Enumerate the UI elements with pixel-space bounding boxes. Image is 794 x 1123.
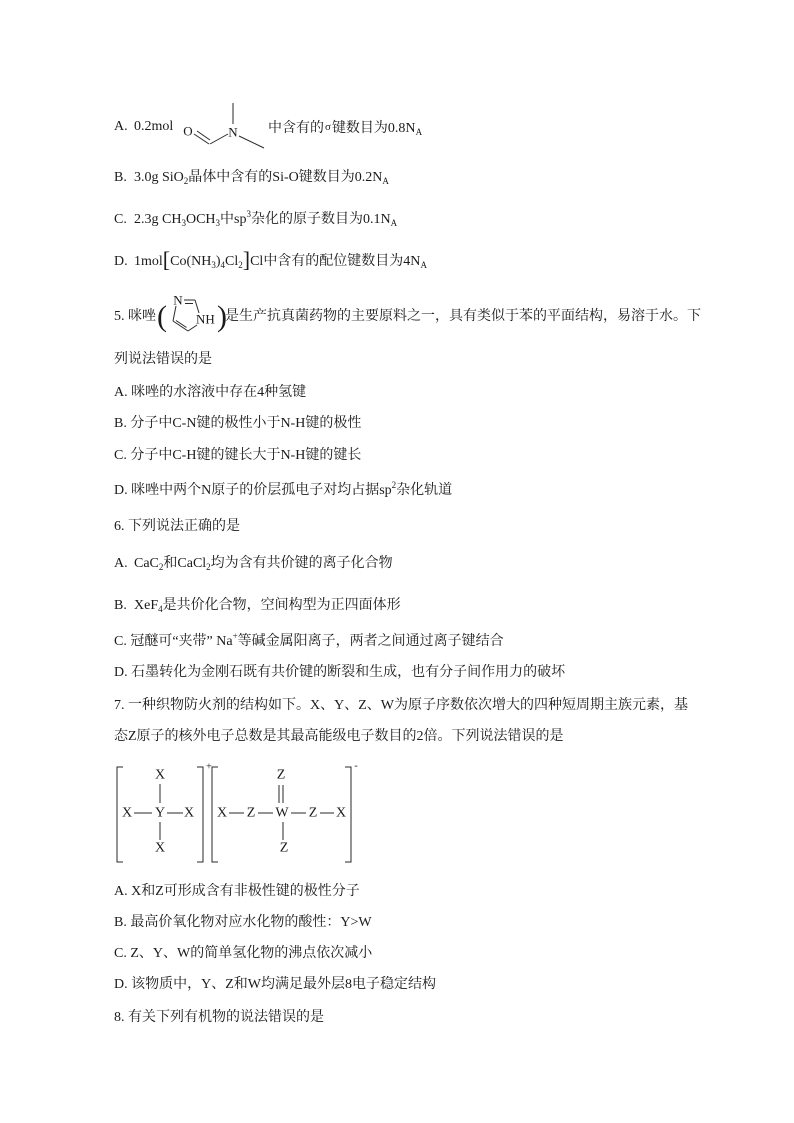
q6-option-d: D. 石墨转化为金刚石既有共价键的断裂和生成，也有分子间作用力的破坏: [114, 665, 566, 680]
option-label: A.: [114, 119, 128, 134]
atom-label: X: [154, 840, 166, 856]
amount: 1mol: [134, 254, 163, 269]
q8-stem: 8. 有关下列有机物的说法错误的是: [114, 1010, 324, 1025]
q6-stem: 6. 下列说法正确的是: [114, 519, 240, 534]
atom-label: X: [216, 805, 228, 821]
q4-option-a: [114, 117, 173, 137]
superscript: +: [232, 631, 238, 641]
atom-label: X: [183, 805, 195, 821]
bond-line: [173, 306, 176, 321]
option-label: C.: [114, 212, 127, 227]
subscript: 2: [238, 260, 243, 270]
option-label: D.: [114, 254, 128, 269]
q7-option-d: D. 该物质中，Y、Z和W均满足最外层8电子稳定结构: [114, 977, 436, 992]
q7-stem-line1: 7. 一种织物防火剂的结构如下。X、Y、Z、W为原子序数依次增大的四种短周期主族元素，基: [114, 698, 688, 713]
bracket-right: [197, 767, 203, 862]
text-segment: D. 咪唑中两个N原子的价层孤电子对均占据sp: [114, 483, 392, 498]
subscript: 3: [215, 218, 221, 228]
atom-label: Z: [246, 805, 256, 821]
q7-option-b: B. 最高价氧化物对应水化物的酸性：Y>W: [114, 915, 372, 930]
text-segment: 键数目为0.8N: [331, 121, 416, 136]
q5-option-a: A. 咪唑的水溶液中存在4种氢键: [114, 385, 307, 400]
atom-label: Z: [279, 840, 289, 856]
question-number: 5.: [114, 309, 125, 324]
text-segment: 杂化轨道: [396, 483, 453, 498]
q7-stem-line2: 态Z原子的核外电子总数是其最高能级电子数目的2倍。下列说法错误的是: [114, 729, 564, 744]
q5-option-d: [114, 481, 452, 501]
option-label: A.: [114, 556, 128, 571]
option-label: B.: [114, 170, 127, 185]
atom-nh: NH: [196, 311, 215, 327]
text-segment: 均为含有共价键的离子化合物: [210, 556, 393, 571]
dmf-structure: [178, 98, 270, 154]
option-label: B.: [114, 598, 127, 613]
cation-charge: +: [206, 761, 212, 773]
subscript: 3: [181, 218, 186, 228]
q6-option-c: [114, 632, 504, 652]
text-segment: 和: [163, 556, 178, 571]
text-segment: 是共价化合物，空间构型为正四面体形: [162, 598, 401, 613]
ionic-structure-diagram: [110, 760, 366, 868]
text-segment: 等碱金属阳离子，两者之间通过离子键结合: [237, 634, 504, 649]
atom-label: Z: [276, 767, 286, 783]
ion-formula: Na: [216, 634, 233, 649]
paren-open: (: [157, 300, 167, 333]
formula: Co(NH: [170, 254, 212, 269]
atom-n: N: [173, 292, 183, 308]
atom-label: W: [275, 805, 289, 821]
atom-label: Z: [308, 805, 318, 821]
q5-option-b: B. 分子中C-N键的极性小于N-H键的极性: [114, 416, 362, 431]
text-segment: 中含有的配位键数目为4N: [263, 254, 421, 269]
subscript: A: [415, 127, 423, 137]
anion-charge: -: [354, 760, 358, 772]
q4-option-a-text: [268, 117, 422, 139]
q7-option-c: C. Z、Y、W的简单氢化物的沸点依次减小: [114, 946, 373, 961]
atom-o: O: [183, 123, 193, 139]
atom-label: X: [121, 805, 133, 821]
imidazole-structure: [163, 288, 219, 338]
superscript: 3: [246, 209, 251, 219]
subscript: A: [382, 176, 389, 186]
sigma-symbol: σ: [325, 121, 331, 133]
bond-line: [210, 134, 228, 144]
bond-line: [239, 136, 264, 148]
text-segment: 晶体中含有的Si-O键数目为0.2N: [188, 170, 383, 185]
q4-option-d: [114, 247, 427, 272]
q5-number-and-name: [114, 307, 156, 327]
subscript: 2: [206, 562, 211, 572]
superscript: 2: [391, 480, 397, 490]
bond-line: [173, 321, 188, 331]
formula: 3.0g SiO: [134, 170, 184, 185]
q6-option-b: [114, 596, 401, 616]
q5-stem-line2: 列说法错误的是: [114, 352, 212, 367]
q6-option-a: [114, 554, 393, 574]
formula: CaC: [134, 556, 159, 571]
q5-option-c: C. 分子中C-H键的键长大于N-H键的键长: [114, 448, 362, 463]
amount: 0.2mol: [134, 119, 174, 134]
atom-n: N: [228, 124, 238, 140]
bracket-open: [: [162, 247, 171, 272]
q4-option-c: [114, 210, 397, 230]
formula: Cl: [225, 254, 239, 269]
formula: XeF: [134, 598, 159, 613]
formula: OCH: [185, 212, 216, 227]
bond-line: [197, 131, 210, 140]
compound-name: 咪唑: [128, 309, 156, 324]
paren-close: ): [217, 300, 227, 333]
formula: CaCl: [177, 556, 207, 571]
subscript: A: [420, 260, 427, 270]
text-segment: C. 冠醚可“夹带”: [114, 634, 213, 649]
text-segment: 中含有的: [268, 121, 324, 136]
atom-label: X: [154, 767, 166, 783]
counter-ion: Cl: [250, 254, 264, 269]
subscript: 2: [183, 176, 189, 186]
formula: ): [215, 254, 221, 269]
q5-stem-line1: 是生产抗真菌药物的主要原料之一，具有类似于苯的平面结构，易溶于水。下: [225, 309, 701, 324]
atom-label: X: [335, 805, 347, 821]
atom-label: Y: [154, 805, 166, 821]
formula: 2.3g CH: [134, 212, 182, 227]
subscript: A: [390, 218, 398, 228]
subscript: 2: [158, 562, 164, 572]
bond-line: [194, 134, 209, 144]
q4-option-b: [114, 168, 389, 188]
text-segment: 杂化的原子数目为0.1N: [250, 212, 391, 227]
bracket-close: ]: [242, 247, 251, 272]
subscript: 4: [158, 604, 163, 614]
subscript: 4: [220, 260, 226, 270]
subscript: 3: [211, 260, 216, 270]
q7-option-a: A. X和Z可形成含有非极性键的极性分子: [114, 884, 360, 899]
text-segment: 中sp: [220, 212, 247, 227]
